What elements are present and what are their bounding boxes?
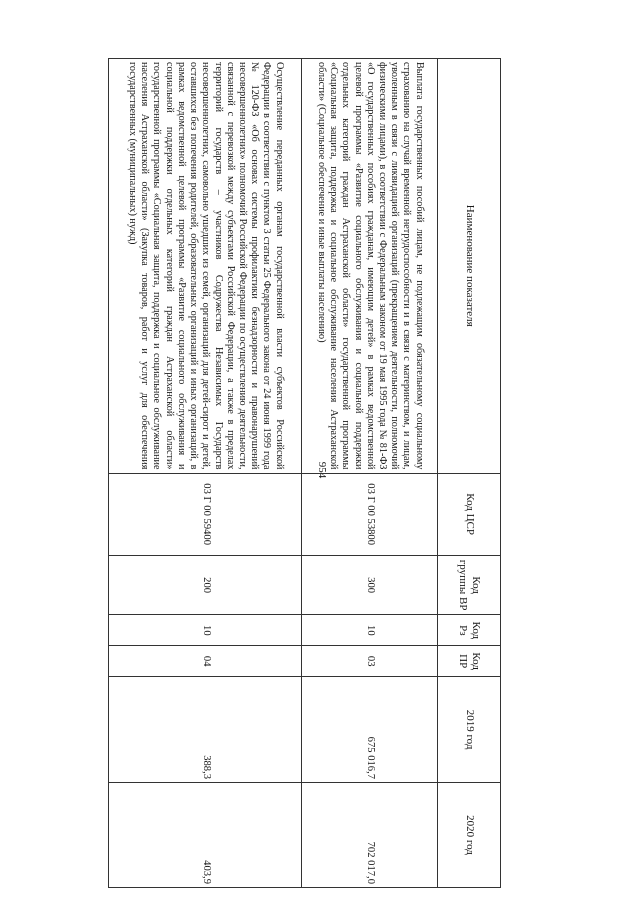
row-name: Осуществление переданных органам государственной власти субъектов Российской Федерации в соответствии с пунктом 3 статьи 25 Федерального закона от 24 июня 1999 года № 120-ФЗ «Об основах системы профилактики безнадзорности и правонарушений несовершеннолетних» полномочий Российской Федерации по осуществлению деятельности, связанной с перевозкой между субъектами Российской Федерации, а также в пределах территорий государств – участников Содружества Независимых Государств несовершеннолетних, самовольно ушедших из семей, организаций для детей-сирот и детей, оставшихся без попечения родителей, образовательных организаций и иных организаций, в рамках ведомственной целевой программы «Развитие социального обслуживания и социальной поддержки отдельных категорий граждан Астраханской области» государственной программы «Социальная защита, поддержка и социальное обслуживание населения Астраханской области» (Закупка товаров, работ и услуг для обеспечения государственных (муниципальных) нужд)	[109, 59, 302, 474]
row-rz: 10	[109, 615, 302, 646]
row-name: Выплата государственных пособий лицам, не подлежащим обязательному социальному страхованию на случай временной нетрудоспособности и в связи с материнством, и лицам, уволенным в связи с ликвидацией организаций (прекращением деятельности, полномочий физическими лицами), в соответствии с Федеральным законом от 19 мая 1995 года № 81-ФЗ «О государственных пособиях гражданам, имеющим детей» в рамках ведомственной целевой программы «Развитие социального обслуживания и социальной поддержки отдельных категорий граждан Астраханской области» государственной программы «Социальная защита, поддержка и социальное обслуживание населения Астраханской области» (Социальное обеспечение и иные выплаты населению)	[302, 59, 438, 474]
row-csr: 03 Г 00 53800	[302, 473, 438, 555]
row-csr: 03 Г 00 59400	[109, 473, 302, 555]
header-name: Наименование показателя	[438, 59, 501, 474]
table-row	[302, 59, 438, 888]
row-rz: 10	[302, 615, 438, 646]
header-csr: Код ЦСР	[438, 473, 501, 555]
row-pr: 04	[109, 646, 302, 677]
budget-table	[108, 58, 501, 888]
header-pr: Код ПР	[438, 646, 501, 677]
row-2019: 675 016,7	[302, 677, 438, 783]
header-rz: Код Рз	[438, 615, 501, 646]
table-header-row	[438, 59, 501, 888]
table-row	[109, 59, 302, 888]
header-2019: 2019 год	[438, 677, 501, 783]
rotated-table-container	[108, 58, 501, 888]
row-pr: 03	[302, 646, 438, 677]
page-number: 954	[316, 461, 328, 479]
header-2020: 2020 год	[438, 783, 501, 888]
header-vr: Код группы ВР	[438, 555, 501, 615]
row-2019: 388,3	[109, 677, 302, 783]
row-2020: 702 017,0	[302, 783, 438, 888]
row-vr: 300	[302, 555, 438, 615]
row-2020: 403,9	[109, 783, 302, 888]
row-vr: 200	[109, 555, 302, 615]
